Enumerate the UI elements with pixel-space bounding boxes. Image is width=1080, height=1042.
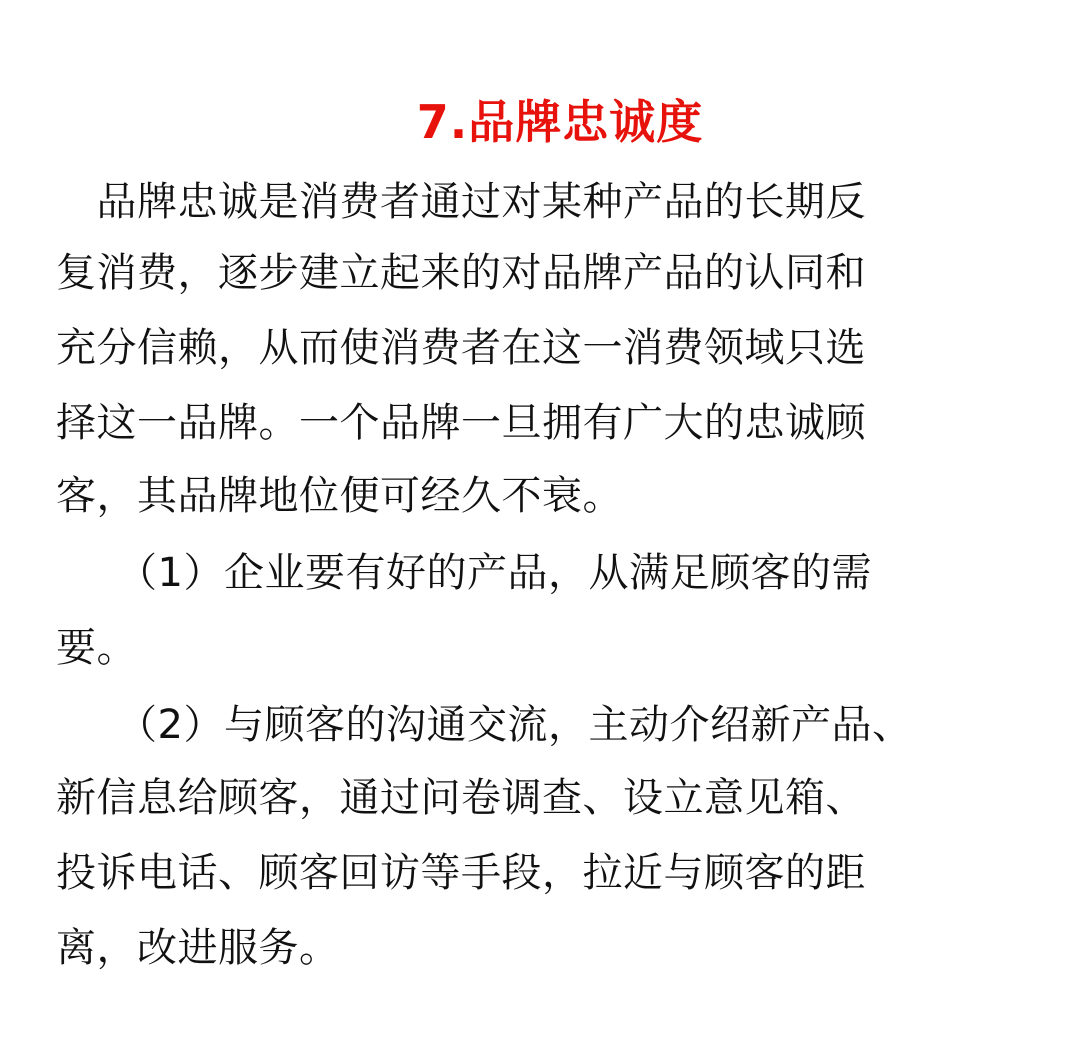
body-line-3: 充分信赖，从而使消费者在这一消费领域只选 [56, 325, 866, 371]
section-title: 7.品牌忠诚度 [416, 95, 704, 149]
list-item-1-line-1: （1）企业要有好的产品，从满足顾客的需 [56, 550, 872, 596]
list-item-2-line-2: 新信息给顾客，通过问卷调查、设立意见箱、 [56, 775, 866, 821]
body-line-2: 复消费，逐步建立起来的对品牌产品的认同和 [56, 250, 866, 296]
list-item-2-line-3: 投诉电话、顾客回访等手段，拉近与顾客的距 [56, 850, 866, 896]
list-item-2-line-4: 离，改进服务。 [56, 925, 340, 971]
list-item-1-line-2: 要。 [56, 625, 137, 671]
body-line-1: 品牌忠诚是消费者通过对某种产品的长期反 [56, 179, 866, 225]
list-item-2-line-1: （2）与顾客的沟通交流，主动介绍新产品、 [56, 702, 913, 748]
body-line-5: 客，其品牌地位便可经久不衰。 [56, 473, 623, 519]
body-line-4: 择这一品牌。一个品牌一旦拥有广大的忠诚顾 [56, 400, 866, 446]
